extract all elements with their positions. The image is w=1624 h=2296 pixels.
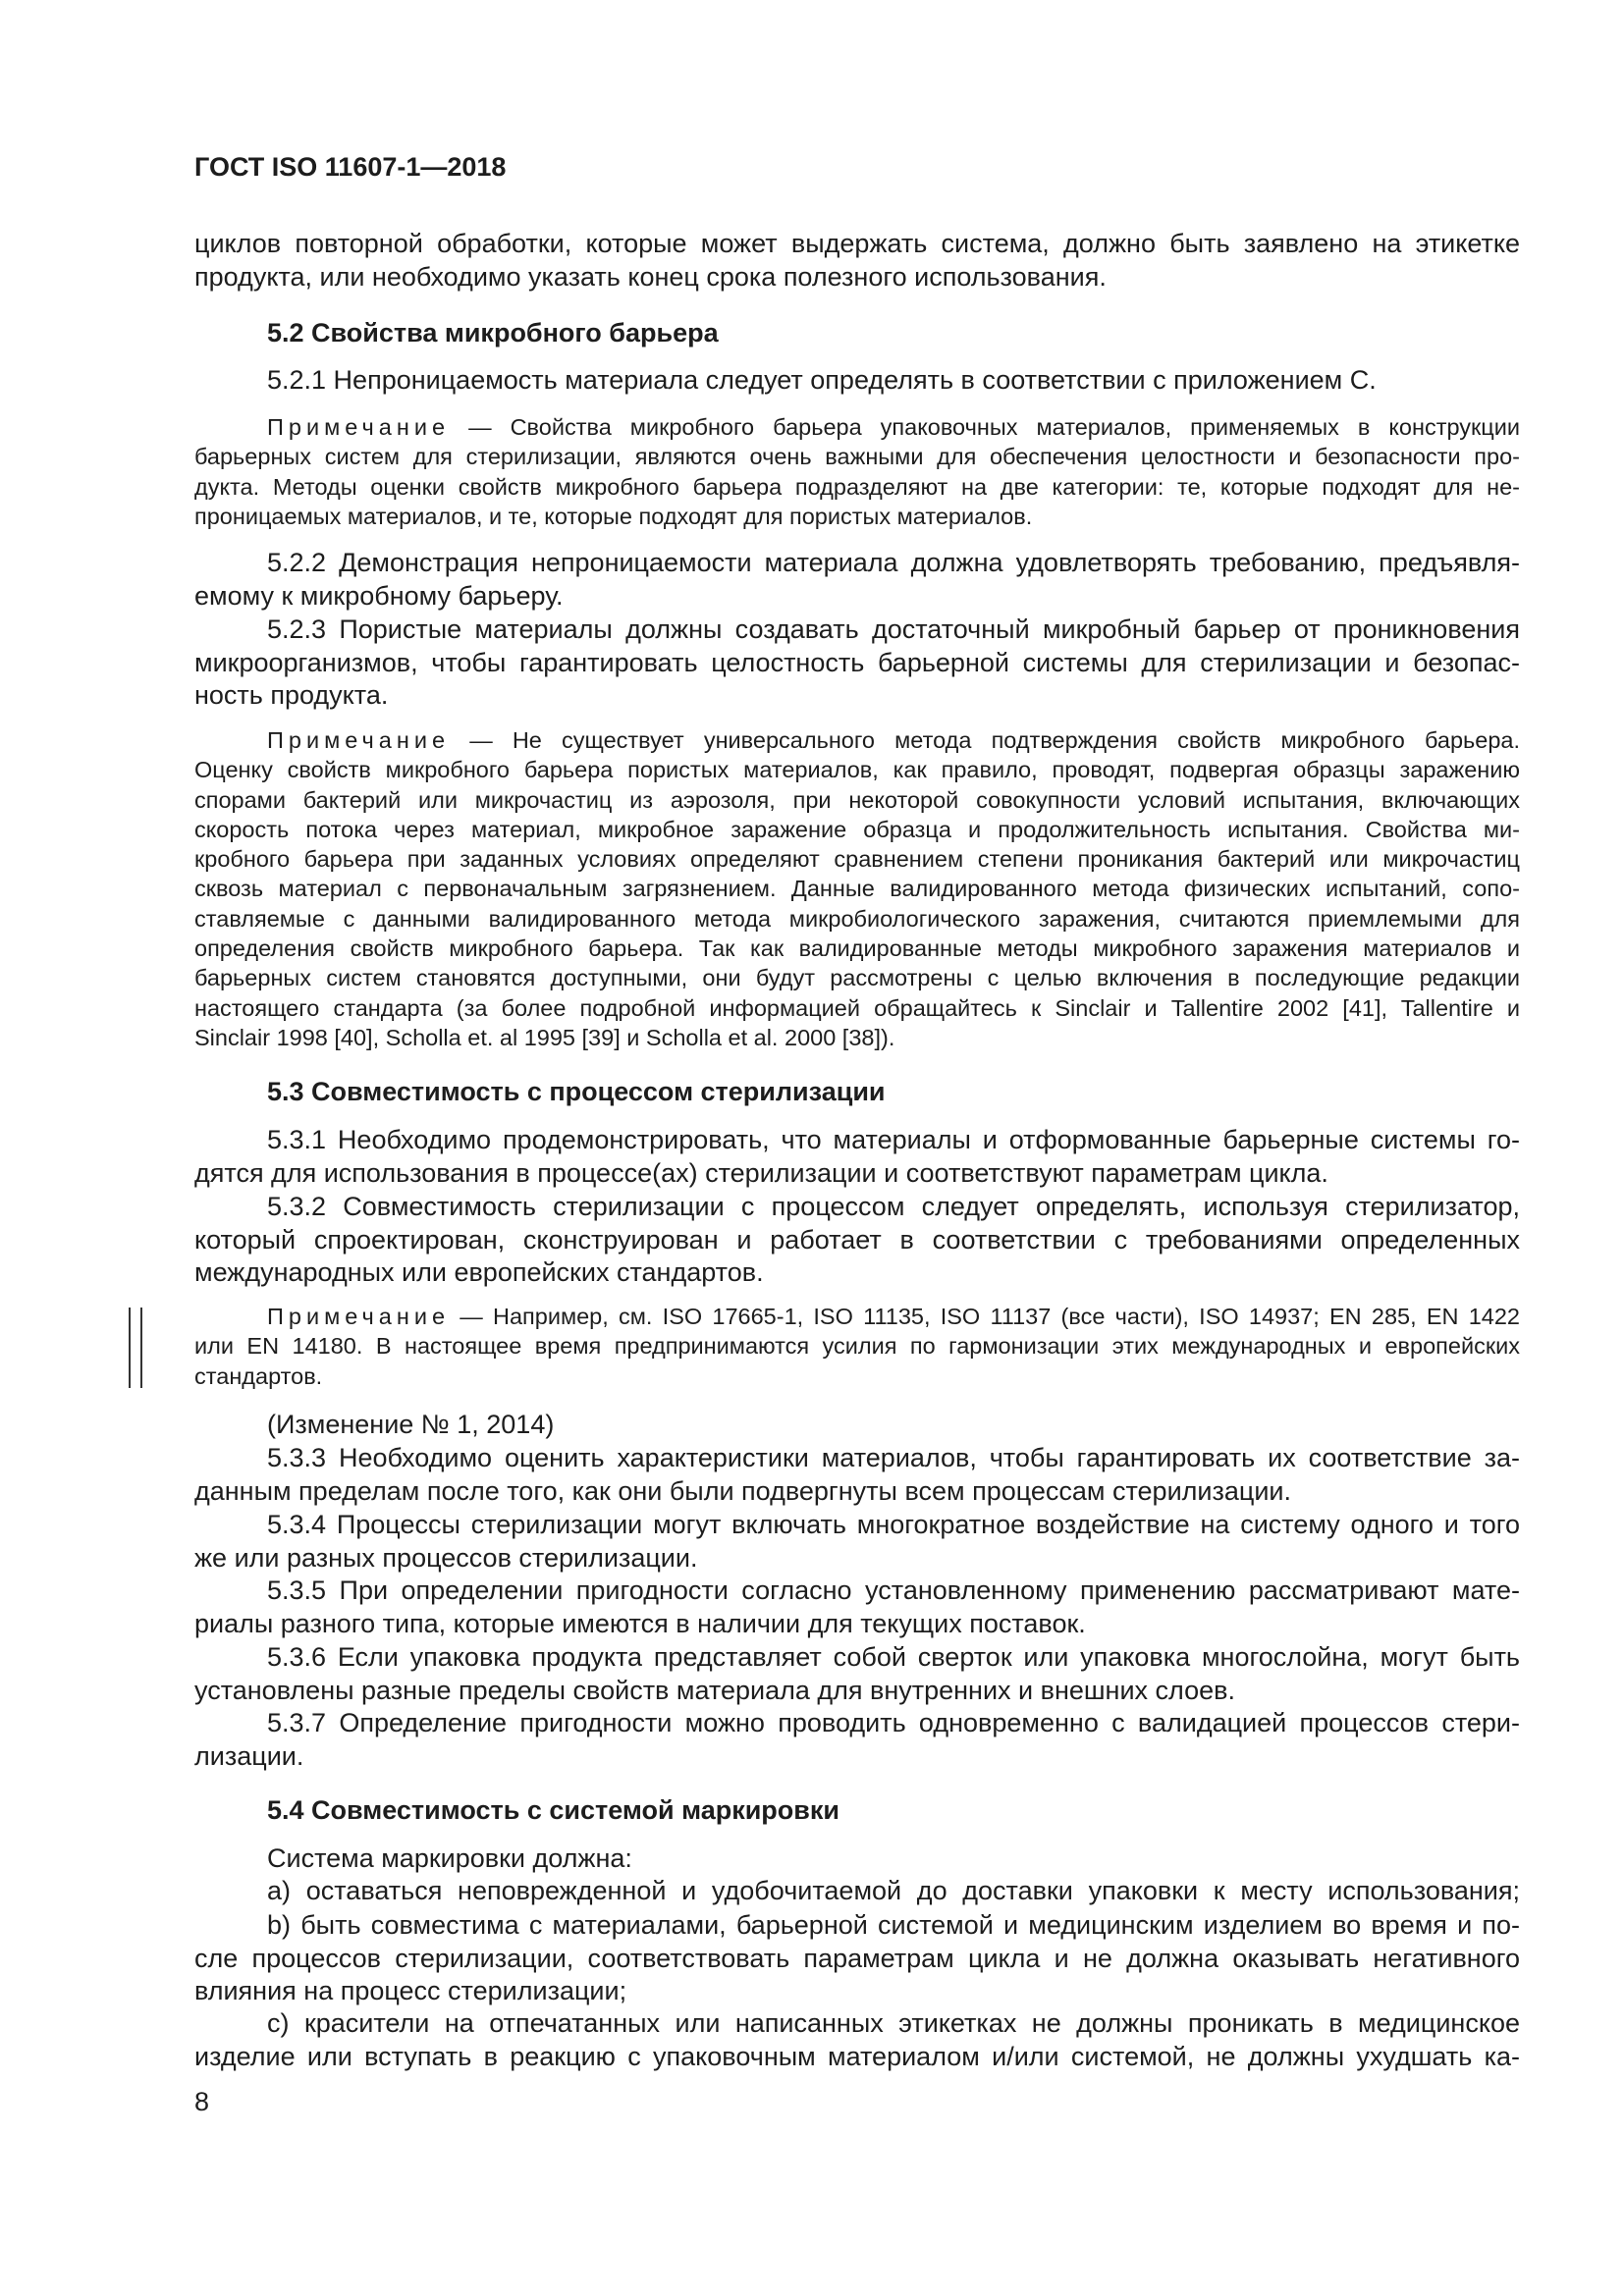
text-line: же или разных процессов стерилизации. xyxy=(194,1542,698,1573)
heading-text: 5.2 Свойства микробного барьера xyxy=(267,318,719,347)
note-first-line xyxy=(194,725,1520,755)
note-line: барьерных систем становятся доступными, они будут рассмотрены с целью включения в последующие редакции xyxy=(194,965,1520,991)
note-3 xyxy=(194,1302,1520,1391)
clause-5-3-3 xyxy=(194,1442,1520,1508)
note-line: ставляемые с данными валидированного метода микробиологического заражения, считаются приемлемыми для xyxy=(194,905,1520,932)
text-line: риалы разного типа, которые имеются в наличии для текущих поставок. xyxy=(194,1608,1086,1638)
page-number xyxy=(194,2086,1520,2119)
clause-5-2-3 xyxy=(194,614,1520,713)
text-line: лизации. xyxy=(194,1740,304,1771)
section-heading-5-2 xyxy=(194,317,1520,350)
clause-5-3-7 xyxy=(194,1707,1520,1773)
text-line: дятся для использования в процессе(ах) стерилизации и соответствуют параметрам цикла. xyxy=(194,1157,1328,1188)
clause-5-3-1 xyxy=(194,1124,1520,1190)
text-line: 5.3.4 Процессы стерилизации могут включать многократное воздействие на систему одного и того xyxy=(267,1510,1520,1539)
section-heading-5-4 xyxy=(194,1794,1520,1828)
note-first-line xyxy=(194,412,1520,442)
change-bar-left xyxy=(129,1308,131,1388)
note-line: спорами бактерий или микрочастиц из аэрозоля, при некоторой совокупности условий испытания, включающих xyxy=(194,786,1520,813)
text-line: 5.2.3 Пористые материалы должны создавать достаточный микробный барьер от проникновения xyxy=(267,614,1520,644)
clause-5-2-2 xyxy=(194,547,1520,613)
list-item-a xyxy=(194,1875,1520,1908)
note-line: Sinclair 1998 [40], Scholla et. al 1995 [39] и Scholla et al. 2000 [38]). xyxy=(194,1024,895,1050)
document-header xyxy=(194,150,1520,184)
page-number-text: 8 xyxy=(194,2087,210,2116)
note-line: сквозь материал с первоначальным загрязнением. Данные валидированного метода физических испытаний, сопо- xyxy=(194,876,1520,902)
paragraph-continuation xyxy=(194,228,1520,294)
standard-designation: ГОСТ ISO 11607-1—2018 xyxy=(194,152,507,182)
note-first-line xyxy=(194,1302,1520,1331)
text-line: циклов повторной обработки, которые может выдержать система, должно быть заявлено на этикетке xyxy=(194,229,1520,258)
text-line: (Изменение № 1, 2014) xyxy=(267,1410,555,1439)
note-line: стандартов. xyxy=(194,1362,323,1389)
note-line: настоящего стандарта (за более подробной информацией обращайтесь к Sinclair и Tallentire 2002 [41], Tallentire и xyxy=(194,994,1520,1021)
text-line: ность продукта. xyxy=(194,680,389,710)
list-item-b xyxy=(194,1909,1520,2008)
note-line: дукта. Методы оценки свойств микробного барьера подразделяют на две категории: те, которые подходят для не- xyxy=(194,473,1520,500)
note-line: Оценку свойств микробного барьера пористых материалов, как правило, проводят, подвергая образцы заражению xyxy=(194,757,1520,783)
text-line: сле процессов стерилизации, соответствовать параметрам цикла и не должна оказывать негативного xyxy=(194,1943,1520,1973)
text-line: данным пределам после того, как они были подвергнуты всем процессам стерилизации. xyxy=(194,1475,1292,1506)
text-line: продукта, или необходимо указать конец срока полезного использования. xyxy=(194,261,1107,292)
text-line: 5.2.1 Непроницаемость материала следует определять в соответствии с приложением C. xyxy=(267,365,1377,395)
note-line: кробного барьера при заданных условиях определяют сравнением степени проникания бактерий или микрочастиц xyxy=(194,846,1520,873)
note-line: барьерных систем для стерилизации, являются очень важными для обеспечения целостности и безопасности про- xyxy=(194,444,1520,470)
text-line: влияния на процесс стерилизации; xyxy=(194,1976,627,2005)
note-label: Примечание xyxy=(267,1304,451,1329)
text-line: емому к микробному барьеру. xyxy=(194,580,564,611)
text-line: установлены разные пределы свойств материала для внутренних и внешних слоев. xyxy=(194,1675,1235,1705)
text-line: 5.2.2 Демонстрация непроницаемости материала должна удовлетворять требованию, предъявля- xyxy=(267,548,1520,577)
heading-text: 5.4 Совместимость с системой маркировки xyxy=(267,1795,840,1825)
text-line: который спроектирован, сконструирован и работает в соответствии с требованиями определенных xyxy=(194,1224,1520,1255)
note-text: — Не существует универсального метода подтверждения свойств микробного барьера. xyxy=(469,727,1520,753)
note-text: — Свойства микробного барьера упаковочных материалов, применяемых в конструкции xyxy=(468,414,1521,440)
note-line: или EN 14180. В настоящее время предпринимаются усилия по гармонизации этих международных и европейских xyxy=(194,1333,1520,1360)
note-line: проницаемых материалов, и те, которые подходят для пористых материалов. xyxy=(194,503,1033,529)
note-line: скорость потока через материал, микробное заражение образца и продолжительность испытания. Свойства ми- xyxy=(194,816,1520,842)
clause-5-3-4 xyxy=(194,1509,1520,1575)
clause-5-3-5 xyxy=(194,1575,1520,1640)
note-line: определения свойств микробного барьера. Так как валидированные методы микробного заражения материалов и xyxy=(194,935,1520,962)
text-line: 5.3.7 Определение пригодности можно проводить одновременно с валидацией процессов стери- xyxy=(267,1708,1520,1737)
clause-5-3-2 xyxy=(194,1191,1520,1290)
note-2 xyxy=(194,725,1520,1052)
text-line: 5.3.2 Совместимость стерилизации с процессом следует определять, используя стерилизатор, xyxy=(267,1192,1520,1221)
text-line: 5.3.3 Необходимо оценить характеристики материалов, чтобы гарантировать их соответствие за- xyxy=(267,1443,1520,1472)
list-item-c xyxy=(194,2007,1520,2073)
note-text: — Например, см. ISO 17665-1, ISO 11135, ISO 11137 (все части), ISO 14937; EN 285, EN 1422 xyxy=(460,1304,1520,1329)
labeling-intro xyxy=(194,1842,1520,1876)
note-label: Примечание xyxy=(267,414,451,440)
text-line: 5.3.6 Если упаковка продукта представляет собой сверток или упаковка многослойна, могут быть xyxy=(267,1642,1520,1672)
note-label: Примечание xyxy=(267,727,451,753)
section-heading-5-3 xyxy=(194,1076,1520,1109)
text-line: 5.3.1 Необходимо продемонстрировать, что материалы и отформованные барьерные системы го- xyxy=(267,1125,1520,1154)
amendment-note xyxy=(194,1409,1520,1442)
text-line: Система маркировки должна: xyxy=(267,1843,632,1873)
heading-text: 5.3 Совместимость с процессом стерилизации xyxy=(267,1077,886,1106)
note-1 xyxy=(194,412,1520,531)
clause-5-2-1 xyxy=(194,364,1520,398)
text-line: c) красители на отпечатанных или написанных этикетках не должны проникать в медицинское xyxy=(267,2008,1520,2038)
text-line: 5.3.5 При определении пригодности согласно установленному применению рассматривают мате- xyxy=(267,1575,1520,1605)
text-line: b) быть совместима с материалами, барьерной системой и медицинским изделием во время и по- xyxy=(267,1910,1520,1940)
clause-5-3-6 xyxy=(194,1641,1520,1707)
text-line: изделие или вступать в реакцию с упаковочным материалом и/или системой, не должны ухудшать ка- xyxy=(194,2041,1520,2071)
text-line: a) оставаться неповрежденной и удобочитаемой до доставки упаковки к месту использования; xyxy=(267,1876,1520,1905)
change-bar-right xyxy=(140,1308,142,1388)
text-line: международных или европейских стандартов. xyxy=(194,1257,764,1287)
text-line: микроорганизмов, чтобы гарантировать целостность барьерной системы для стерилизации и безопас- xyxy=(194,647,1520,677)
